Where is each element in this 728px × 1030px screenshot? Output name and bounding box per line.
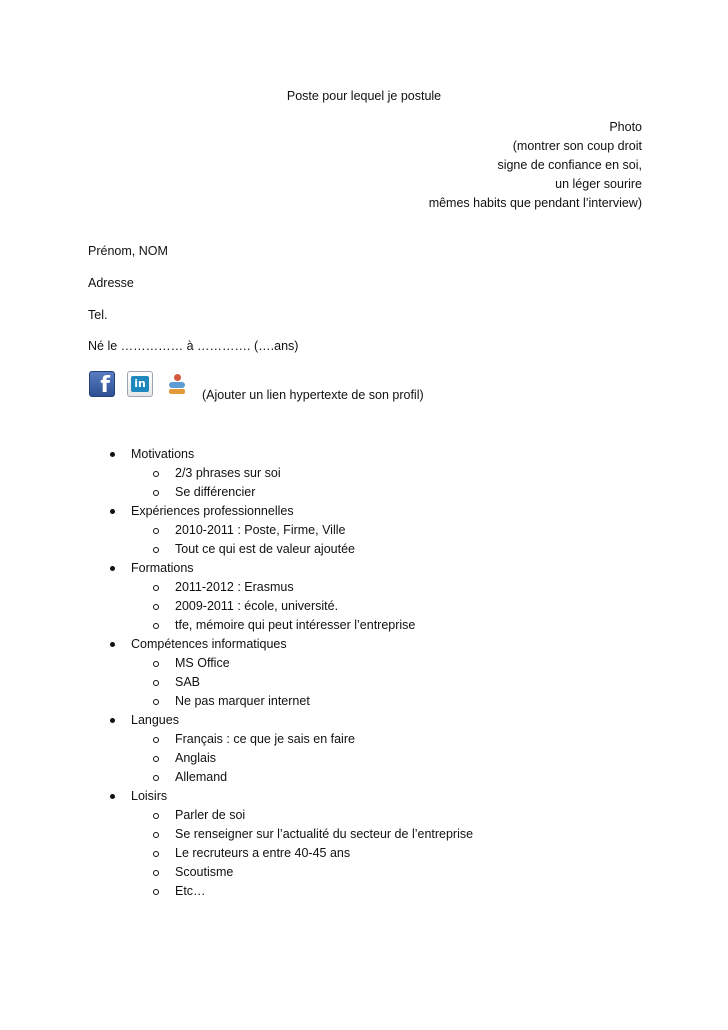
section-label: Compétences informatiques — [131, 637, 287, 651]
bullet-marker — [110, 642, 115, 647]
photo-line: signe de confiance en soi, — [497, 158, 642, 172]
section-label: Langues — [131, 713, 179, 727]
photo-line: (montrer son coup droit — [512, 139, 642, 153]
photo-placeholder — [342, 118, 642, 213]
facebook-icon[interactable]: f — [89, 371, 115, 397]
social-link-note: (Ajouter un lien hypertexte de son profil) — [202, 388, 424, 402]
bullet-marker — [110, 452, 115, 457]
birth-field: Né le …………… à …………. (….ans) — [88, 339, 299, 353]
section-label: Loisirs — [131, 789, 168, 803]
section-label: Motivations — [131, 447, 195, 461]
bullet-marker — [110, 509, 115, 514]
section-label: Expériences professionnelles — [131, 504, 294, 518]
photo-line: un léger sourire — [555, 177, 642, 191]
phone-field: Tel. — [88, 308, 108, 322]
bullet-marker — [110, 794, 115, 799]
linkedin-icon[interactable]: in — [127, 371, 153, 397]
address-field: Adresse — [88, 276, 134, 290]
bullet-marker — [110, 718, 115, 723]
photo-line: mêmes habits que pendant l’interview) — [428, 196, 642, 210]
section-label: Formations — [131, 561, 194, 575]
viadeo-icon[interactable] — [166, 371, 188, 397]
photo-line: Photo — [609, 120, 642, 134]
cv-template-page: Poste pour lequel je postule Photo (montrer son coup droit signe de confiance en soi, un léger sourire mêmes habits que pendant l’interview) Prénom, NOM Adresse Tel. Né le …………… à …………. (….ans) f in (Ajouter un lien hypertexte de son profil) Motivations 2/3 phrases sur soi Se différencier Expériences professionnelles 2010-2011 : Poste, Firme, Ville Tout ce qui est de valeur ajoutée Formations 2011-2012 : Erasmus 2009-2011 : école, université. tfe, mémoire qui peut intéresser l’entreprise Compétences informatiques MS Office SAB Ne pas marquer internet Langues Français : ce que je sais en faire Anglais Allemand Loisirs Parler de soi Se renseigner sur l’actualité du secteur de l’entreprise Le recruteurs a entre 40-45 ans Scoutisme Etc… — [0, 0, 728, 1030]
position-title: Poste pour lequel je postule — [286, 89, 442, 103]
name-field: Prénom, NOM — [88, 244, 168, 258]
bullet-marker — [110, 566, 115, 571]
